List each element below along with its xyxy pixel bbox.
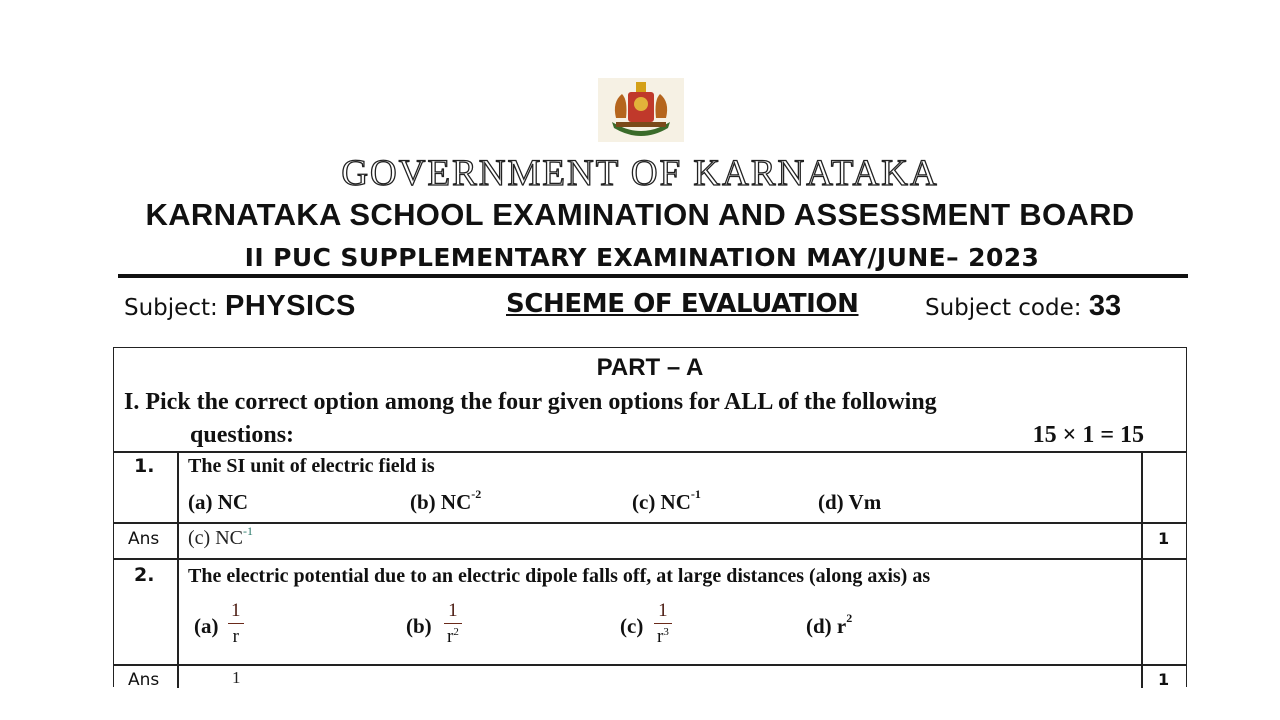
column-divider (177, 451, 179, 688)
board-title: KARNATAKA SCHOOL EXAMINATION AND ASSESSMENT BOARD (145, 197, 1135, 232)
answer-value-partial: 1 (232, 668, 241, 687)
answer-value: (c) $NC^{-1}$ (188, 524, 253, 549)
subject-code-label: Subject code: (925, 295, 1089, 321)
row-divider (114, 664, 1186, 666)
option-a-label: (a) (194, 614, 219, 638)
instruction-line-2: questions: (190, 422, 295, 448)
option-a-fraction: 1 r (228, 601, 244, 646)
question-number: 2. (134, 564, 155, 586)
answer-label: Ans (128, 670, 160, 690)
question-text: The SI unit of electric field is (188, 455, 435, 477)
instruction-line-1: I. Pick the correct option among the four given options for ALL of the following (124, 389, 937, 415)
state-emblem-icon (598, 78, 684, 142)
subject-value: PHYSICS (225, 290, 356, 322)
answer-label: Ans (128, 529, 160, 549)
marks-value: 1 (1158, 670, 1170, 689)
subject-code-value: 33 (1088, 290, 1122, 322)
government-title: GOVERNMENT OF KARNATAKA (341, 153, 939, 194)
option-c-fraction: 1 $r^3$ (654, 601, 672, 646)
row-divider (114, 522, 1186, 524)
option-c: (c) $NC^{-1}$ (632, 487, 701, 514)
subject-code-field (925, 290, 1121, 323)
part-title: PART – A (596, 354, 704, 381)
part-a-table (113, 347, 1187, 690)
exam-title: II PUC SUPPLEMENTARY EXAMINATION MAY/JUNE– 2023 (244, 243, 1040, 272)
question-number: 1. (134, 455, 155, 477)
marks-value: 1 (1158, 529, 1170, 548)
option-a: (a) NC (188, 490, 249, 514)
row-divider (114, 451, 1186, 453)
subject-label: Subject: (124, 295, 226, 321)
option-b: (b) $NC^{-2}$ (410, 487, 482, 514)
question-text: The electric potential due to an electric dipole falls off, at large distances (along axis) as (188, 565, 931, 587)
marks-total: 15 × 1 = 15 (1032, 422, 1144, 448)
subject-field (124, 290, 356, 323)
option-b-fraction: 1 $r^2$ (444, 601, 462, 646)
option-b-label: (b) (406, 614, 432, 638)
option-d: (d) $r^2$ (806, 611, 853, 638)
option-c-label: (c) (620, 614, 644, 638)
scheme-title: SCHEME OF EVALUATION (506, 289, 859, 319)
column-divider (1141, 451, 1143, 688)
header-divider (118, 274, 1188, 278)
row-divider (114, 558, 1186, 560)
option-d: (d) Vm (818, 490, 882, 514)
